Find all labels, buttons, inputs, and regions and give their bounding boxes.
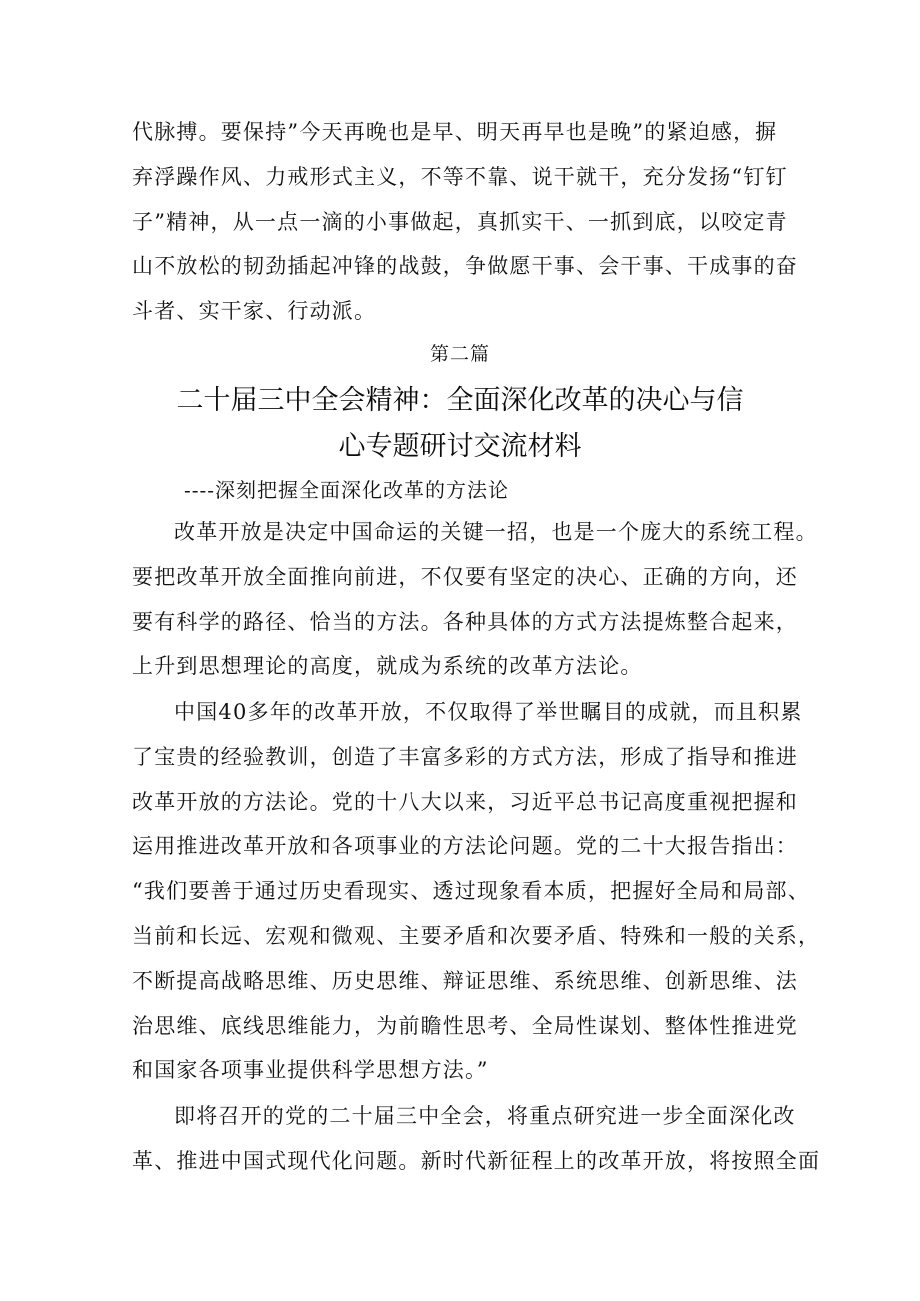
- text-line: 中国40多年的改革开放，不仅取得了举世瞩目的成就，而且积累: [174, 700, 803, 724]
- text-line: 治思维、底线思维能力，为前瞻性思考、全局性谋划、整体性推进党: [132, 1013, 798, 1038]
- text-line: 要有科学的路径、恰当的方法。各种具体的方式方法提炼整合起来，: [132, 609, 798, 634]
- text-line: 要把改革开放全面推向前进，不仅要有坚定的决心、正确的方向，还: [132, 564, 798, 589]
- body-paragraph-3: [132, 1094, 821, 1184]
- text-line: 运用推进改革开放和各项事业的方法论问题。党的二十大报告指出：: [132, 834, 798, 859]
- text-line: 上升到思想理论的高度，就成为系统的改革方法论。: [132, 654, 643, 679]
- text-line: 和国家各项事业提供科学思想方法。”: [132, 1058, 489, 1083]
- section-label: 第二篇: [429, 343, 490, 365]
- text-line: 了宝贵的经验教训，创造了丰富多彩的方式方法，形成了指导和推进: [132, 744, 798, 769]
- text-line: 改革开放的方法论。党的十八大以来，习近平总书记高度重视把握和: [132, 789, 798, 814]
- body-paragraph-1: [132, 510, 818, 689]
- text-line: 子”精神，从一点一滴的小事做起，真抓实干、一抓到底，以咬定青: [132, 209, 788, 234]
- text-line: 当前和长远、宏观和微观、主要矛盾和次要矛盾、特殊和一般的关系，: [132, 923, 821, 948]
- title-line: 心专题研讨交流材料: [338, 431, 582, 462]
- text-line: 代脉搏。要保持”今天再晚也是早、明天再早也是晚”的紧迫感，摒: [132, 120, 778, 144]
- text-line: 山不放松的韧劲插起冲锋的战鼓，争做愿干事、会干事、干成事的奋: [132, 254, 798, 279]
- section-subtitle: ----深刻把握全面深化改革的方法论: [184, 478, 510, 502]
- text-line: 改革开放是决定中国命运的关键一招，也是一个庞大的系统工程。: [174, 520, 818, 544]
- text-line: “我们要善于通过历史看现实、透过现象看本质，把握好全局和局部、: [132, 879, 810, 904]
- text-line: 不断提高战略思维、历史思维、辩证思维、系统思维、创新思维、法: [132, 968, 798, 993]
- section-title: [0, 378, 920, 470]
- text-line: 弃浮躁作风、力戒形式主义，不等不靠、说干就干，充分发扬“钉钉: [132, 164, 788, 189]
- body-paragraph-2: [132, 690, 821, 1093]
- text-line: 斗者、实干家、行动派。: [132, 299, 377, 324]
- title-line: 二十届三中全会精神：全面深化改革的决心与信: [176, 385, 744, 416]
- text-line: 革、推进中国式现代化问题。新时代新征程上的改革开放，将按照全面: [132, 1148, 821, 1173]
- text-line: 即将召开的党的二十届三中全会，将重点研究进一步全面深化改: [174, 1104, 796, 1128]
- intro-paragraph: [132, 110, 798, 334]
